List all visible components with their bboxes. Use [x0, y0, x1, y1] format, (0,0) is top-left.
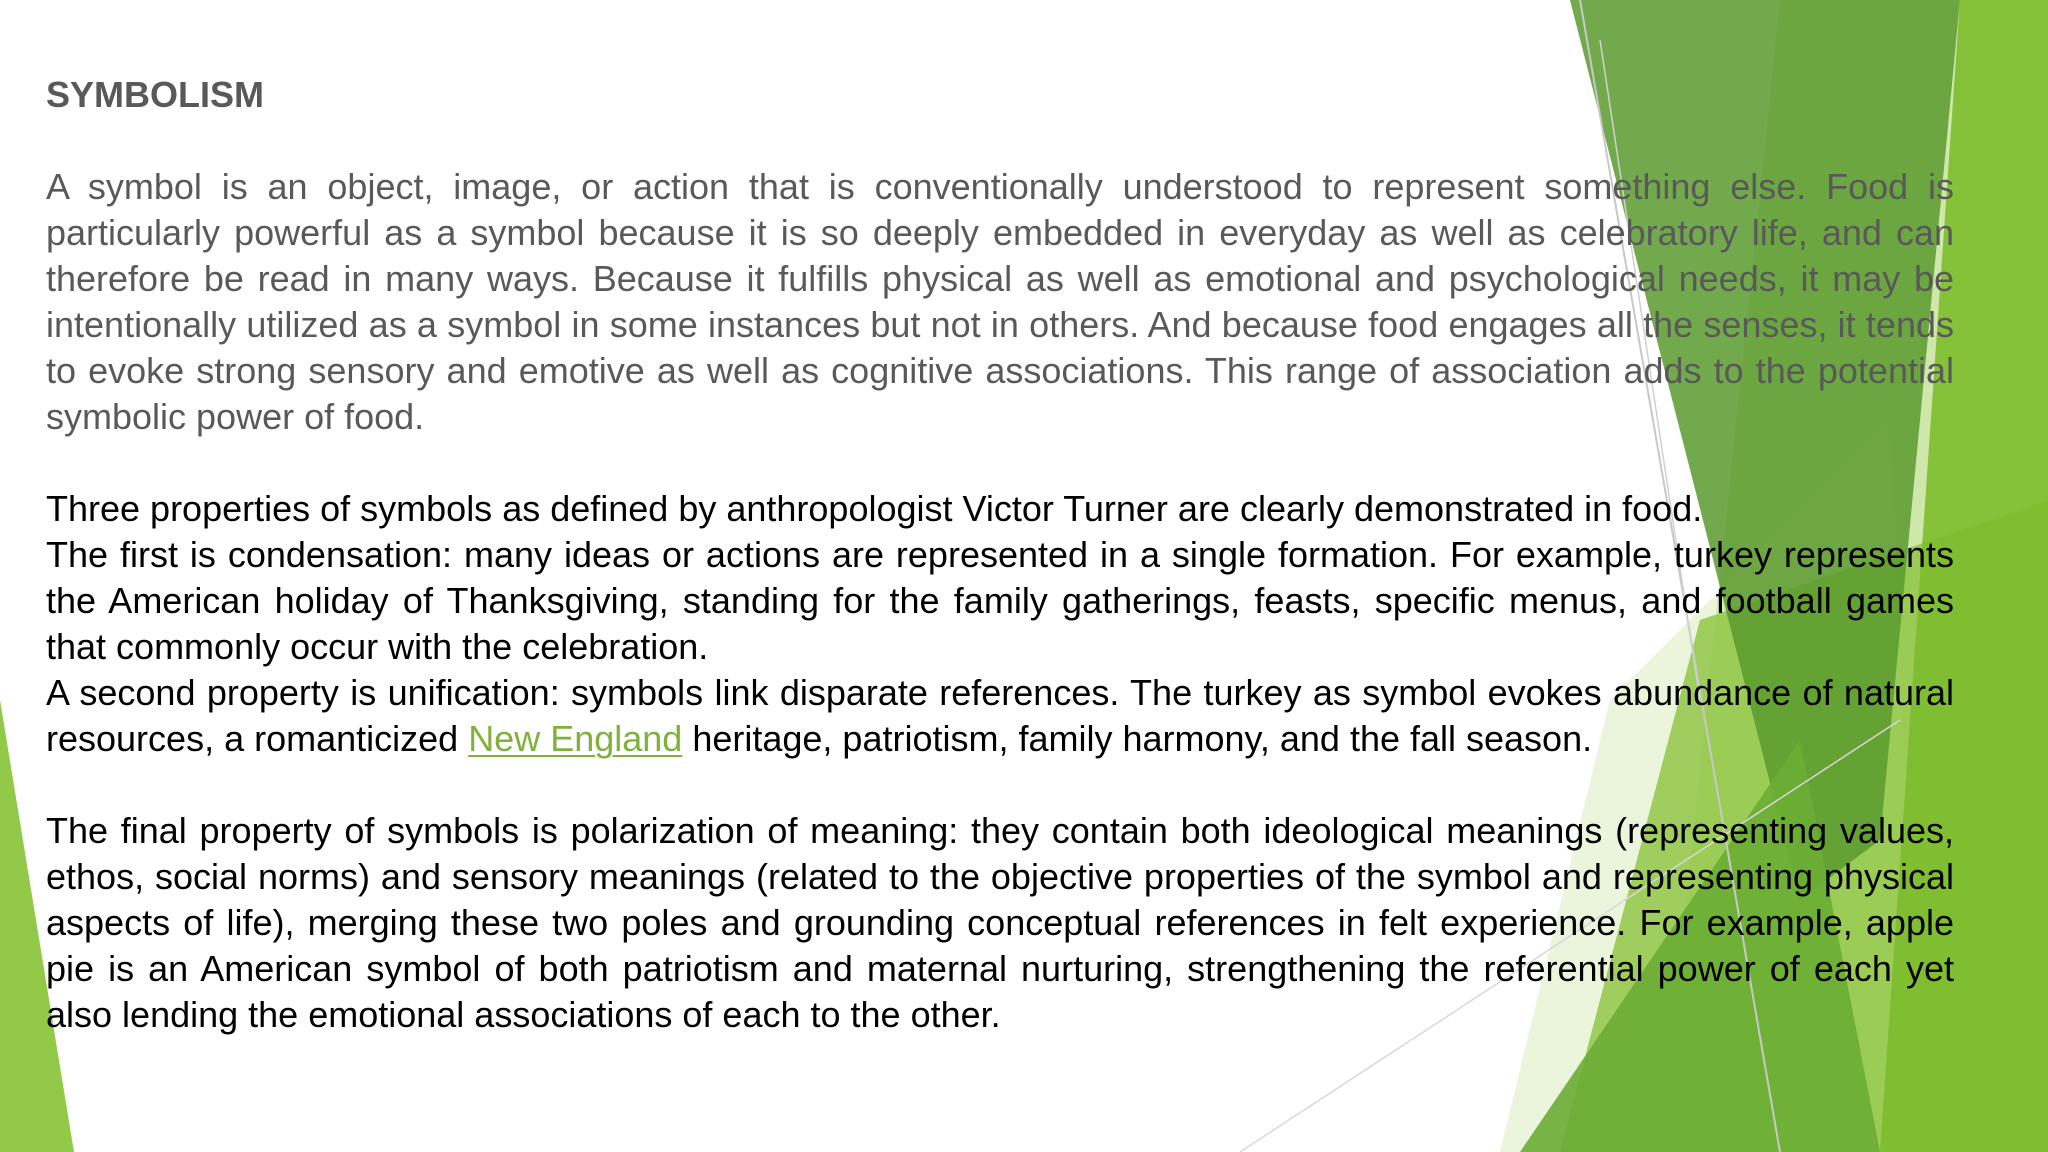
second-property-text-before: A second property is unification: symbols link disparate references. The turkey as symbol evokes abundance of natural resources, a romanticized	[46, 672, 1954, 759]
slide-heading: SYMBOLISM	[46, 74, 265, 115]
new-england-link[interactable]: New England	[468, 718, 683, 759]
first-property-paragraph: The first is condensation: many ideas or actions are represented in a single formation. For example, turkey represents the American holiday of Thanksgiving, standing for the family gatherings, feasts, specific menus, and football games that commonly occur with the celebration.	[46, 534, 1954, 667]
spacer	[46, 118, 1954, 164]
properties-intro-paragraph: Three properties of symbols as defined by anthropologist Victor Turner are clearly demonstrated in food.	[46, 488, 1703, 529]
second-property-paragraph	[46, 670, 1954, 762]
intro-paragraph: A symbol is an object, image, or action that is conventionally understood to represent something else. Food is particularly powerful as a symbol because it is so deeply embedded in everyday as well as celebratory life, and can therefore be read in many ways. Because it fulfills physical as well as emotional and psychological needs, it may be intentionally utilized as a symbol in some instances but not in others. And because food engages all the senses, it tends to evoke strong sensory and emotive as well as cognitive associations. This range of association adds to the potential symbolic power of food.	[46, 166, 1954, 437]
spacer	[46, 440, 1954, 486]
slide-content	[46, 72, 1954, 1038]
final-property-paragraph: The final property of symbols is polarization of meaning: they contain both ideological meanings (representing values, ethos, social norms) and sensory meanings (related to the objective properties of the symbol and representing physical aspects of life), merging these two poles and grounding conceptual references in felt experience. For example, apple pie is an American symbol of both patriotism and maternal nurturing, strengthening the referential power of each yet also lending the emotional associations of each to the other.	[46, 810, 1954, 1035]
second-property-text-after: heritage, patriotism, family harmony, and the fall season.	[682, 718, 1593, 759]
spacer	[46, 762, 1954, 808]
